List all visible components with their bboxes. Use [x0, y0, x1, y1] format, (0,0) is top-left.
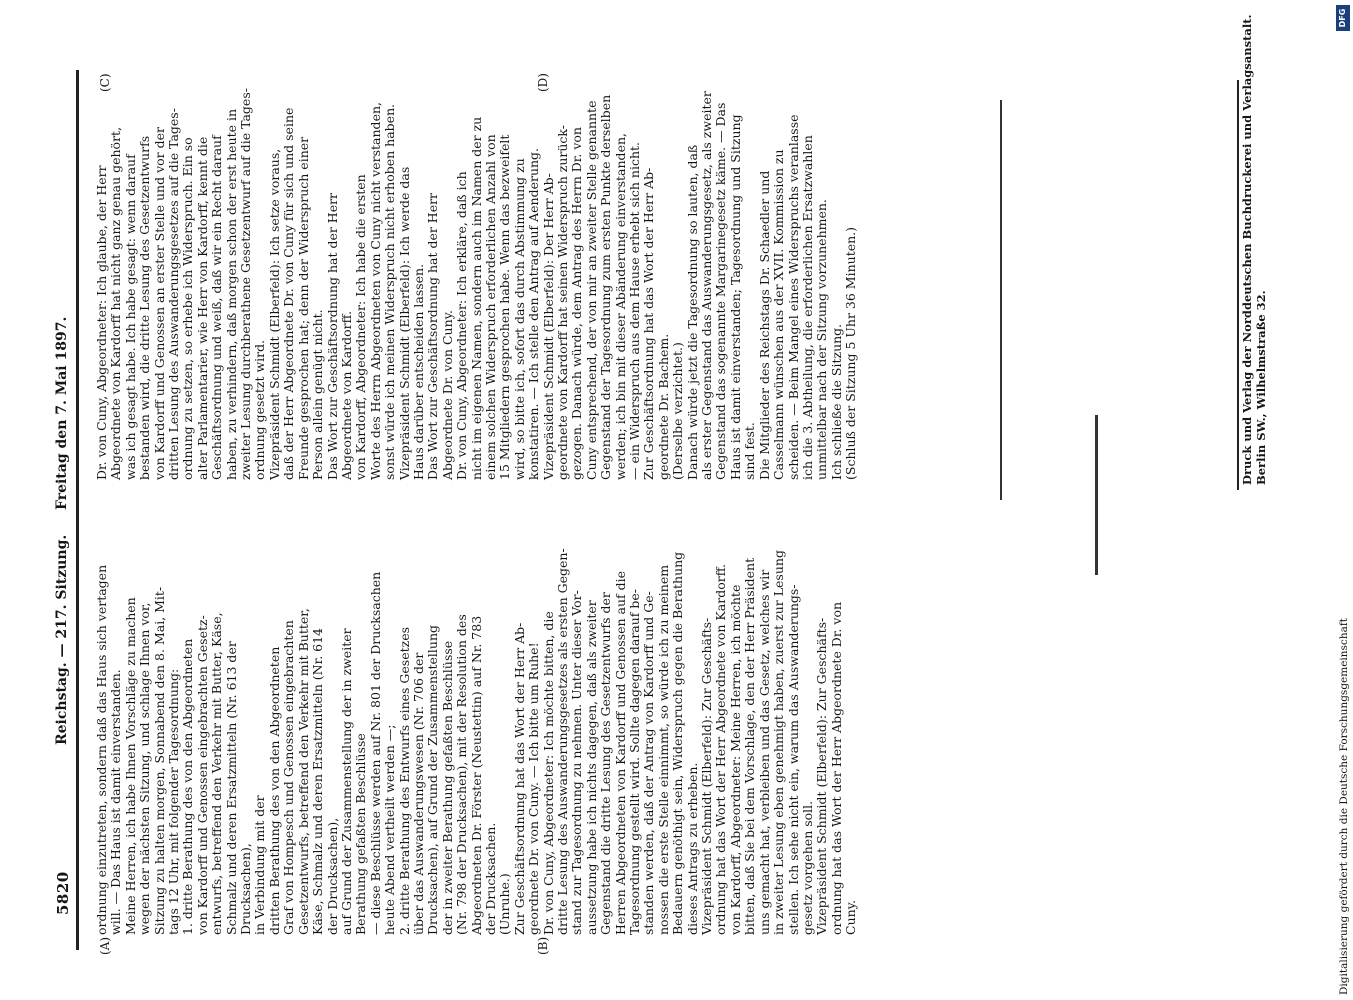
text-line: Vizepräsident Schmidt (Elberfeld): Zur Geschäfts- [814, 617, 830, 935]
text-line: Zur Geschäftsordnung hat das Wort der Herr Ab- [511, 622, 527, 935]
text-line: in Verbindung mit der [252, 795, 268, 935]
text-line: Abgeordnete Dr. von Cuny. [439, 310, 455, 480]
text-column-right [95, 70, 859, 480]
text-line: (Derselbe verzichtet.) [670, 342, 686, 480]
text-line: bestanden wird, die dritte Lesung des Gesetzentwurfs [137, 135, 153, 480]
text-line: Drucksachen), auf Grund der Zusammenstellung [425, 625, 441, 935]
text-line: Die Mitglieder des Reichstags Dr. Schaedler und [756, 170, 772, 480]
text-line: gezogen. Danach würde, dem Antrag des Herrn Dr. von [569, 127, 585, 480]
text-line: scheiden. — Beim Mangel eines Widerspruchs veranlasse [785, 114, 801, 480]
text-line: Worte des Herrn Abgeordneten von Cuny nicht verstanden, [367, 102, 383, 480]
text-line: Cuny entsprechend, der von mir an zweiter Stelle genannte [583, 100, 599, 480]
text-line: 1. dritte Berathung des von den Abgeordneten [180, 638, 196, 935]
text-line: Gegenstand das sogenannte Margarinegesetz käme. — Das [713, 102, 729, 480]
text-line: Bedauern genöthigt sein, Widerspruch gegen die Berathung [670, 551, 686, 935]
imprint-line-1: Druck und Verlag der Norddeutschen Buchdruckerei und Verlagsanstalt. [1240, 14, 1254, 485]
imprint-line-2: Berlin SW., Wilhelmstraße 32. [1254, 290, 1268, 485]
gutter-rule [1095, 415, 1098, 575]
text-line: zweiter Lesung durchberathene Gesetzentwurf auf die Tages- [238, 88, 254, 480]
running-header-right: Freitag den 7. Mai 1897. [54, 316, 70, 510]
text-line: (Unruhe.) [497, 873, 513, 935]
column-divider [1000, 100, 1002, 500]
text-line: will. — Das Haus ist damit einverstanden. [108, 669, 124, 935]
text-line: 15 Mitgliedern gesprochen habe. Wenn das bezweifelt [497, 134, 513, 480]
text-line: wird, so bitte ich, sofort das durch Abstimmung zu [511, 158, 527, 480]
text-line: entwurfs, betreffend den Verkehr mit Butter, Käse, [209, 612, 225, 935]
text-line: in zweiter Lesung eben genehmigt haben, zuerst zur Lesung [771, 550, 787, 935]
text-line: dieses Antrags zu erheben. [684, 762, 700, 935]
text-line: Freunde gesprochen hat; denn der Widerspruch einer [295, 136, 311, 480]
text-line: sonst würde ich meinen Widerspruch nicht erhoben haben. [382, 103, 398, 480]
text-line: Das Wort zur Geschäftsordnung hat der Herr [324, 192, 340, 480]
imprint [1240, 14, 1268, 485]
text-line: einem solchen Widerspruch erforderlichen Anzahl von [482, 134, 498, 480]
text-line: Berathung gefaßten Beschlüsse [353, 733, 369, 935]
text-line: geordnete Dr. von Cuny. — Ich bitte um Ruhe! [526, 642, 542, 935]
text-line: von Kardorff und Genossen an erster Stelle und vor der [151, 127, 167, 480]
text-line: ordnung einzutreten, sondern daß das Haus sich vertagen [94, 564, 109, 935]
text-line: ordnung hat das Wort der Herr Abgeordnete Dr. von [828, 601, 844, 935]
text-line: heute Abend vertheilt werden —; [382, 724, 398, 935]
text-line: nicht im eigenen Namen, sondern auch im Namen der zu [468, 116, 484, 480]
text-line: Abgeordneten Dr. Förster (Neustettin) auf Nr. 783 [468, 615, 484, 935]
running-header-left: Reichstag. — 217. Sitzung. [54, 534, 70, 745]
margin-mark-b: (B) [536, 936, 550, 955]
text-line: Schmalz und deren Ersatzmitteln (Nr. 613 der [223, 641, 239, 935]
text-line: alter Parlamentarier, wie Herr von Kardorff, kennt die [194, 136, 210, 480]
text-line: von Kardorff, Abgeordneter: Ich habe die ersten [353, 174, 369, 480]
text-line: uns gemacht hat, verbleiben und das Gesetz, welches wir [756, 569, 772, 935]
text-line: Drucksachen), [238, 843, 254, 935]
text-line: geordnete von Kardorff hat seinen Widerspruch zurück- [555, 125, 570, 480]
text-line: ordnung hat das Wort der Herr Abgeordnete von Kardorff. [713, 563, 729, 935]
text-line: der Drucksachen), [324, 817, 340, 935]
text-line: Meine Herren, ich habe Ihnen Vorschläge zu machen [122, 597, 138, 935]
text-line: über das Auswanderungswesen (Nr. 706 der [410, 652, 426, 935]
digitization-credit: Digitalisierung gefördert durch die Deutsche Forschungsgemeinschaft [1338, 618, 1350, 995]
text-line: Abgeordnete von Kardorff. [338, 310, 354, 480]
text-line: (Schluß der Sitzung 5 Uhr 36 Minuten.) [843, 226, 859, 480]
text-line: Vizepräsident Schmidt (Elberfeld): Der Herr Ab- [540, 173, 556, 480]
text-line: ich die 3. Abtheilung, die erforderlichen Ersatzwahlen [799, 135, 815, 480]
text-line: Zur Geschäftsordnung hat das Wort der Herr Ab- [641, 167, 657, 480]
text-line: Gesetzentwurfs, betreffend den Verkehr mit Butter, [295, 608, 311, 935]
text-line: der in zweiter Berathung gefaßten Beschlüsse [439, 640, 455, 935]
text-line: stand zur Tagesordnung zu nehmen. Unter dieser Vor- [569, 590, 585, 935]
text-line: nossen die erste Stelle einnimmt, so würde ich zu meinem [655, 564, 671, 935]
text-line: 2. dritte Berathung des Entwurfs eines Gesetzes [396, 626, 412, 935]
text-line: — ein Widerspruch aus dem Hause erhebt sich nicht. [627, 141, 643, 480]
text-line: Dr. von Cuny, Abgeordneter: Ich möchte bitten, die [540, 611, 556, 935]
text-line: — diese Beschlüsse werden auf Nr. 801 der Drucksachen [367, 571, 383, 935]
margin-mark-d: (D) [536, 73, 550, 92]
text-line: auf Grund der Zusammenstellung der in zweiter [338, 628, 354, 935]
text-line: was ich gesagt habe. Ich habe gesagt: wenn darauf [122, 154, 138, 480]
text-line: Tagesordnung gestellt wird. Sollte dagegen darauf be- [627, 588, 643, 935]
text-line: sind fest. [742, 422, 758, 480]
text-line: Abgeordnete von Kardorff hat nicht ganz genau gehört, [108, 126, 124, 480]
text-line: werden; ich bin mit dieser Abänderung einverstanden, [612, 133, 628, 480]
text-line: dritten Lesung des Auswanderungsgesetzes auf die Tages- [166, 108, 182, 480]
text-line: dritten Berathung des von den Abgeordneten [266, 646, 282, 935]
text-line: Gegenstand der Tagesordnung zum ersten Punkte derselben [598, 94, 614, 480]
text-line: ordnung zu setzen, so erhebe ich Widerspruch. Ein so [180, 137, 196, 480]
text-line: als erster Gegenstand das Auswanderungsgesetz, als zweiter [699, 91, 715, 480]
text-line: Gegenstand die dritte Lesung des Gesetzentwurfs der [598, 592, 614, 935]
text-line: Person allein genügt nicht. [310, 309, 326, 480]
text-line: Vizepräsident Schmidt (Elberfeld): Ich werde das [396, 166, 412, 480]
footer-rule [1237, 80, 1239, 490]
text-line: Sitzung zu halten morgen, Sonnabend den 8. Mai, Mit- [151, 586, 167, 935]
text-line: Danach würde jetzt die Tagesordnung so lauten, daß [684, 144, 700, 480]
text-line: Käse, Schmalz und deren Ersatzmitteln (Nr. 614 [310, 627, 326, 935]
header-rule [76, 70, 79, 950]
text-line: gesetz vorgehen soll. [799, 800, 815, 935]
text-line: Graf von Hompesch und Genossen eingebrachten [281, 620, 297, 935]
text-line: haben, zu verhindern, daß morgen schon der erst heute in [223, 108, 239, 480]
text-line: wegen der nächsten Sitzung, und schlage Ihnen vor, [137, 602, 153, 935]
text-line: Casselmann wünschen aus der XVII. Kommission zu [771, 149, 787, 480]
text-line: tags 12 Uhr, mit folgender Tagesordnung: [166, 668, 182, 935]
text-line: konstatiren. — Ich stelle den Antrag auf Aenderung. [526, 147, 542, 480]
text-column-left [95, 505, 859, 935]
text-line: geordnete Dr. Bachem. [655, 333, 671, 480]
text-line: Vizepräsident Schmidt (Elberfeld): Ich setze voraus, [266, 148, 282, 480]
text-line: ordnung gesetzt wird. [252, 339, 268, 480]
text-line: Geschäftsordnung und weiß, daß wir ein Recht darauf [209, 135, 225, 480]
text-line: von Kardorff, Abgeordneter: Meine Herren, ich möchte [727, 584, 743, 935]
text-line: stellen. Ich sehe nicht ein, warum das Auswanderungs- [785, 584, 801, 935]
text-line: standen werden, daß der Antrag von Kardorff und Ge- [641, 591, 657, 935]
text-line: (Nr. 798 der Drucksachen), mit der Resolution des [454, 614, 470, 935]
text-line: Haus ist damit einverstanden; Tagesordnung und Sitzung [727, 114, 743, 480]
text-line: aussetzung habe ich nichts dagegen, daß als zweiter [583, 600, 599, 935]
text-line: unmittelbar nach der Sitzung vorzunehmen. [814, 199, 830, 480]
dfg-logo: DFG [1336, 5, 1350, 31]
text-line: Cuny. [843, 899, 859, 935]
text-line: dritte Lesung des Auswanderungsgesetzes als ersten Gegen- [555, 548, 570, 935]
text-line: Ich schließe die Sitzung. [828, 323, 844, 480]
text-line: der Drucksachen. [482, 822, 498, 935]
text-line: Das Wort zur Geschäftsordnung hat der Herr [425, 192, 441, 480]
page-number: 5820 [54, 871, 72, 915]
text-line: bitten, daß Sie bei dem Vorschlage, den der Herr Präsident [742, 557, 758, 935]
text-line: Dr. von Cuny, Abgeordneter: Ich glaube, der Herr [94, 165, 109, 480]
text-line: Vizepräsident Schmidt (Elberfeld): Zur Geschäfts- [699, 617, 715, 935]
margin-mark-c: (C) [98, 73, 112, 92]
text-line: daß der Herr Abgeordnete Dr. von Cuny für sich und seine [281, 107, 297, 480]
text-line: von Kardorff und Genossen eingebrachten Gesetz- [194, 615, 210, 935]
text-line: Dr. von Cuny, Abgeordneter: Ich erkläre, daß ich [454, 171, 470, 480]
text-line: Herren Abgeordneten von Kardorff und Genossen auf die [612, 570, 628, 935]
text-line: Haus darüber entscheiden lassen. [410, 263, 426, 480]
margin-mark-a: (A) [98, 936, 112, 955]
